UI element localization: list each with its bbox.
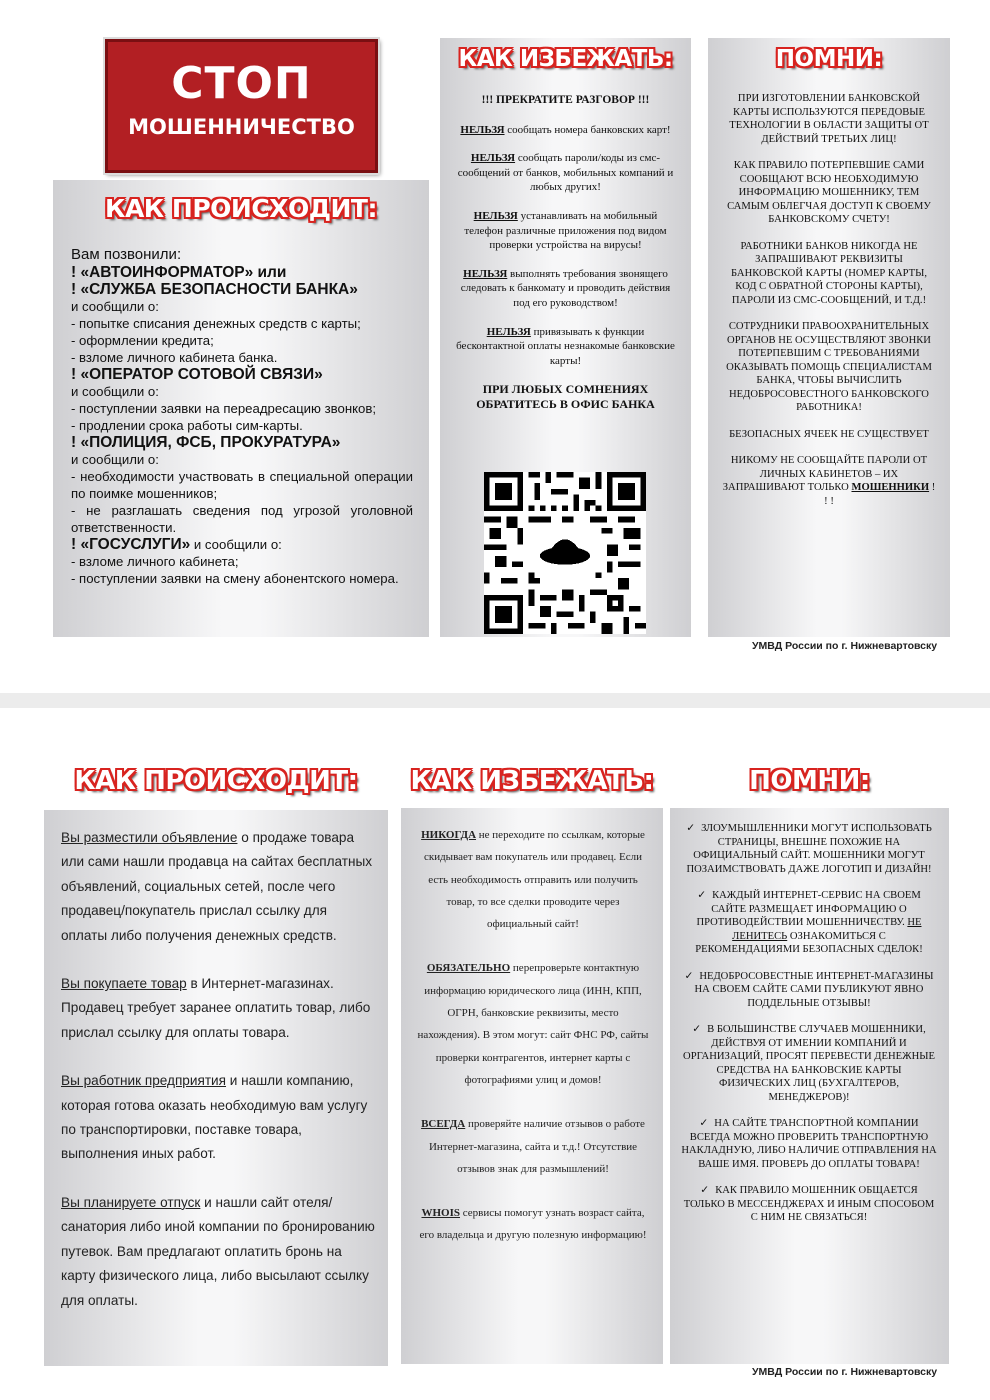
avoid-item: НЕЛЬЗЯ устанавливать на мобильный телефон различные приложения под видом проверки устройства на вирусы! xyxy=(464,209,667,252)
how-online-body xyxy=(61,826,376,1337)
how-bold-3: ! «ОПЕРАТОР СОТОВОЙ СВЯЗИ» xyxy=(71,366,323,383)
how-text-2: - попытке списания денежных средств с карты; xyxy=(71,316,361,331)
mem-online-item: ✓ ЗЛОУМЫШЛЕННИКИ МОГУТ ИСПОЛЬЗОВАТЬ СТРАНИЦЫ, ВНЕШНЕ ПОХОЖИЕ НА ОФИЦИАЛЬНЫЙ САЙТ. МОШЕННИКИ МОГУТ ПОЗАИМСТВОВАТЬ ДАЖЕ ЛОГОТИП И ДИЗАЙН! xyxy=(686,822,932,875)
how-text-4: - взломе личного кабинета банка. xyxy=(71,350,278,365)
how-title-2: КАК ПРОИСХОДИТ: xyxy=(74,766,358,796)
mem-item: ПРИ ИЗГОТОВЛЕНИИ БАНКОВСКОЙ КАРТЫ ИСПОЛЬЗУЮТСЯ ПЕРЕДОВЫЕ ТЕХНОЛОГИИ В ОБЛАСТИ ЗАЩИТЫ ОТ ДЕЙСТВИЙ ТРЕТЬИХ ЛИЦ! xyxy=(729,93,929,145)
avoid-stop-talking: !!! ПРЕКРАТИТЕ РАЗГОВОР !!! xyxy=(481,94,650,106)
check-icon: ✓ xyxy=(686,822,696,834)
mem-item: КАК ПРАВИЛО ПОТЕРПЕВШИЕ САМИ СООБЩАЮТ ВСЮ НЕОБХОДИМУЮ ИНФОРМАЦИЮ МОШЕННИКУ, ТЕМ САМЫМ ОБЛЕГЧАЯ ДОСТУП К СВОЕМУ БАНКОВСКОМУ СЧЕТУ! xyxy=(727,160,931,225)
avoid-online-item: ОБЯЗАТЕЛЬНО перепроверьте контактную информацию юридического лица (ИНН, КПП, ОГРН, банковские реквизиты, место нахождения). В этом могут: сайт ФНС РФ, сайты проверки контрагентов, интернет карты с фотографиями улиц и домов! xyxy=(417,962,649,1086)
mem-item: НИКОМУ НЕ СООБЩАЙТЕ ПАРОЛИ ОТ ЛИЧНЫХ КАБИНЕТОВ – ИХ ЗАПРАШИВАЮТ ТОЛЬКО МОШЕННИКИ ! ! ! xyxy=(722,455,936,507)
how-intro: Вам позвонили: xyxy=(71,246,182,263)
check-icon: ✓ xyxy=(700,1184,710,1196)
qr-code-icon xyxy=(484,472,646,634)
check-icon: ✓ xyxy=(699,1117,709,1129)
stop-line2: МОШЕННИЧЕСТВО xyxy=(128,115,355,139)
scenario-item: Вы работник предприятия и нашли компанию, которая готова оказать необходимую вам услугу по транспортировки, поставке товара, выполнения иных работ. xyxy=(61,1073,368,1162)
how-text-10: - не разглашать сведения под угрозой уголовной ответственности. xyxy=(71,503,413,535)
how-it-happens-panel xyxy=(53,180,429,637)
mem-item: РАБОТНИКИ БАНКОВ НИКОГДА НЕ ЗАПРАШИВАЮТ РЕКВИЗИТЫ БАНКОВСКОЙ КАРТЫ (НОМЕР КАРТЫ, КОД С ОБРАТНОЙ СТОРОНЫ КАРТЫ), ПАРОЛИ ИЗ СМС-СООБЩЕНИЙ, И Т.Д.! xyxy=(730,240,928,306)
avoid-body xyxy=(454,93,677,426)
mem-title-2: ПОМНИ: xyxy=(749,766,870,796)
avoid-online-body xyxy=(415,824,651,1269)
mem-online-item: ✓ КАК ПРАВИЛО МОШЕННИК ОБЩАЕТСЯ ТОЛЬКО В МЕССЕНДЖЕРАХ И ИНЫМ СПОСОБОМ С НИМ НЕ СВЯЗАТЬСЯ! xyxy=(683,1184,935,1223)
avoid-item: НЕЛЬЗЯ сообщать пароли/коды из смс-сообщений от банков, мобильных компаний и любых других! xyxy=(457,152,674,194)
mem-online-item: ✓ НА САЙТЕ ТРАНСПОРТНОЙ КОМПАНИИ ВСЕГДА МОЖНО ПРОВЕРИТЬ ТРАНСПОРТНУЮ НАКЛАДНУЮ, ЛИБО НАЛИЧИЕ ОТПРАВЛЕНИЯ НА ВАШЕ ИМЯ. ПРОВЕРЬ ДО ОПЛАТЫ ТОВАРА! xyxy=(681,1117,937,1170)
scenario-item: Вы планируете отпуск и нашли сайт отеля/санатория либо иной компании по бронированию путевок. Вам предлагают оплатить бронь на карту физического лица, либо высылают ссылку для оплаты. xyxy=(61,1194,375,1308)
avoid-item: НЕЛЬЗЯ привязывать к функции бесконтактной оплаты незнакомые банковские карты! xyxy=(456,325,675,367)
check-icon: ✓ xyxy=(684,969,694,982)
how-to-avoid-online-panel xyxy=(401,808,663,1364)
avoid-item: НЕЛЬЗЯ выполнять требования звонящего следовать к банкомату и проводить действия под его руководством! xyxy=(460,267,671,309)
remember-panel xyxy=(708,38,950,637)
avoid-title: КАК ИЗБЕЖАТЬ: xyxy=(458,46,673,72)
how-text-6: - поступлении заявки на переадресацию звонков; xyxy=(71,401,377,416)
how-text-3: - оформлении кредита; xyxy=(71,333,214,348)
footer-authority-2: УМВД России по г. Нижневартовску xyxy=(752,1366,938,1378)
how-bold-5: ! «ГОСУСЛУГИ» xyxy=(71,536,191,553)
avoid-final-advice: ПРИ ЛЮБЫХ СОМНЕНИЯХ ОБРАТИТЕСЬ В ОФИС БАНКА xyxy=(476,382,655,411)
how-bold-1: ! «АВТОИНФОРМАТОР» или xyxy=(71,264,287,281)
mem-online-item: ✓ КАЖДЫЙ ИНТЕРНЕТ-СЕРВИС НА СВОЕМ САЙТЕ РАЗМЕЩАЕТ ИНФОРМАЦИЮ О ПРОТИВОДЕЙСТВИИ МОШЕННИЧЕСТВУ. НЕ ЛЕНИТЕСЬ ОЗНАКОМИТЬСЯ С РЕКОМЕНДАЦИЯМИ БЕЗОПАСНЫХ СДЕЛОК! xyxy=(695,889,923,955)
page-separator xyxy=(0,693,990,708)
footer-authority: УМВД России по г. Нижневартовску xyxy=(752,640,938,652)
how-title: КАК ПРОИСХОДИТ: xyxy=(105,194,377,223)
avoid-online-item: ВСЕГДА проверяйте наличие отзывов о работе Интернет-магазина, сайта и т.д.! Отсутствие отзывов знак для размышлений! xyxy=(421,1118,645,1175)
leaflet-page-2 xyxy=(0,708,990,1400)
how-text-9: - необходимости участвовать в специальной операции по поимке мошенников; xyxy=(71,469,413,501)
mem-online-item: ✓ В БОЛЬШИНСТВЕ СЛУЧАЕВ МОШЕННИКИ, ДЕЙСТВУЯ ОТ ИМЕНИИ КОМПАНИЙ И ОРГАНИЗАЦИЙ, ПРОСЯТ ПЕРЕВЕСТИ ДЕНЕЖНЫЕ СРЕДСТВА НА БАНКОВСКИЕ КАРТЫ ФИЗИЧЕСКИХ ЛИЦ (БУХГАЛТЕРОВ, МЕНЕДЖЕРОВ)! xyxy=(683,1023,935,1103)
mem-item: БЕЗОПАСНЫХ ЯЧЕЕК НЕ СУЩЕСТВУЕТ xyxy=(729,428,929,440)
avoid-online-item: НИКОГДА не переходите по ссылкам, которые скидывает вам покупатель или продавец. Если есть необходимость отправить или получить товар, то все сделки проводите через официальный сайт! xyxy=(421,829,645,931)
mem-online-body xyxy=(680,822,938,1238)
how-text-5: и сообщили о: xyxy=(71,384,159,399)
check-icon: ✓ xyxy=(697,889,707,901)
avoid-title-2: КАК ИЗБЕЖАТЬ: xyxy=(410,766,654,796)
how-text-12: - взломе личного кабинета; xyxy=(71,554,239,569)
mem-title: ПОМНИ: xyxy=(775,46,883,72)
avoid-online-item: WHOIS сервисы помогут узнать возраст сайта, его владельца и другую полезную информацию! xyxy=(419,1207,647,1242)
check-icon: ✓ xyxy=(692,1023,702,1035)
how-text-1: и сообщили о: xyxy=(71,299,159,314)
scenario-item: Вы покупаете товар в Интернет-магазинах. Продавец требует заранее оплатить товар, либо прислал ссылку для оплаты товара. xyxy=(61,976,371,1040)
how-text-7: - продлении срока работы сим-карты. xyxy=(71,418,303,433)
mem-body xyxy=(720,92,938,521)
how-it-happens-online-panel xyxy=(44,810,388,1366)
how-bold-2: ! «СЛУЖБА БЕЗОПАСНОСТИ БАНКА» xyxy=(71,281,358,298)
scenario-item: Вы разместили объявление о продаже товара или сами нашли продавца на сайтах бесплатных объявлений, социальных сетей, после чего продавец/покупатель прислал ссылку для оплаты либо получения денежных средств. xyxy=(61,830,373,943)
stop-line1: СТОП xyxy=(171,58,312,109)
remember-online-panel xyxy=(670,808,949,1364)
how-body xyxy=(71,246,413,587)
how-text-8: и сообщили о: xyxy=(71,452,159,467)
mem-online-item: ✓ НЕДОБРОСОВЕСТНЫЕ ИНТЕРНЕТ-МАГАЗИНЫ НА СВОЕМ САЙТЕ САМИ ПУБЛИКУЮТ ЯВНО ПОДДЕЛЬНЫЕ ОТЗЫВЫ! xyxy=(684,969,934,1009)
mem-item: СОТРУДНИКИ ПРАВООХРАНИТЕЛЬНЫХ ОРГАНОВ НЕ ОСУЩЕСТВЛЯЮТ ЗВОНКИ ПОТЕРПЕВШИМ С ТРЕБОВАНИЯМИ ОКАЗЫВАТЬ ПОМОЩЬ СПЕЦИАЛИСТАМ БАНКА, ЧТОБЫ ВЫЧИСЛИТЬ НЕДОБРОСОВЕСТНОГО БАНКОВСКОГО РАБОТНИКА! xyxy=(726,321,932,413)
leaflet-page-1 xyxy=(0,0,990,693)
how-bold-4: ! «ПОЛИЦИЯ, ФСБ, ПРОКУРАТУРА» xyxy=(71,434,341,451)
how-text-11: и сообщили о: xyxy=(190,537,282,552)
stop-fraud-banner xyxy=(105,39,378,173)
how-text-13: - поступлении заявки на смену абонентского номера. xyxy=(71,571,399,586)
avoid-item: НЕЛЬЗЯ сообщать номера банковских карт! xyxy=(460,123,671,136)
